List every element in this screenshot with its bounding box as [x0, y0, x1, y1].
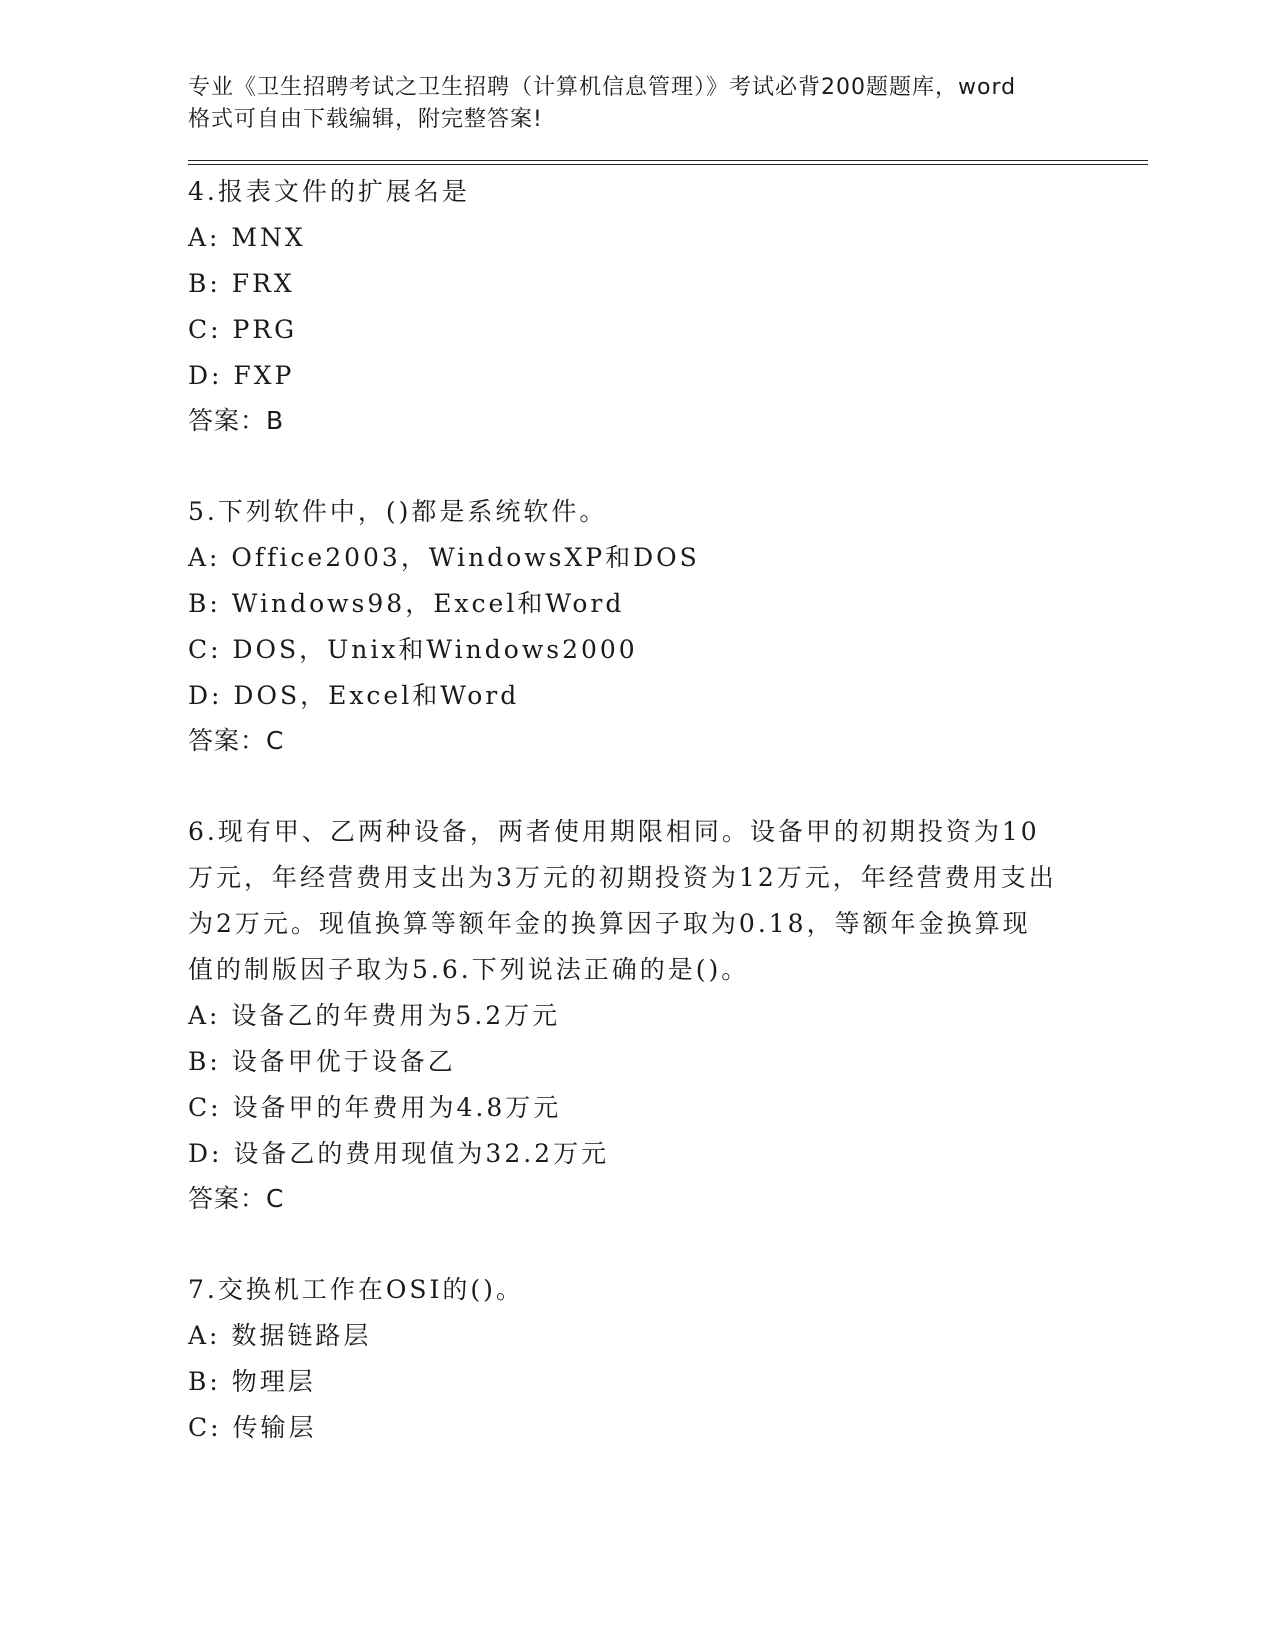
question-list	[188, 169, 1148, 1451]
question-4	[188, 169, 1148, 443]
question-text: 6.现有甲、乙两种设备，两者使用期限相同。设备甲的初期投资为10万元，年经营费用支出为3万元的初期投资为12万元，年经营费用支出为2万元。现值换算等额年金的换算因子取为0.18，等额年金换算现值的制版因子取为5.6.下列说法正确的是()。	[188, 817, 1057, 984]
header-divider	[188, 160, 1148, 165]
header-line-2: 格式可自由下载编辑，附完整答案!	[188, 107, 543, 132]
answer-text: 答案：C	[188, 1184, 285, 1213]
option-b: B: FRX	[188, 269, 295, 298]
option-a: A: 设备乙的年费用为5.2万元	[188, 1001, 561, 1030]
option-c: C: DOS，Unix和Windows2000	[188, 635, 638, 664]
question-text: 7.交换机工作在OSI的()。	[188, 1275, 524, 1304]
option-d: D: DOS，Excel和Word	[188, 681, 520, 710]
option-a: A: 数据链路层	[188, 1321, 372, 1350]
question-text: 5.下列软件中，()都是系统软件。	[188, 497, 608, 526]
option-d: D: FXP	[188, 361, 295, 390]
option-b: B: Windows98，Excel和Word	[188, 589, 625, 618]
answer-text: 答案：B	[188, 406, 285, 435]
answer-text: 答案：C	[188, 726, 285, 755]
option-a: A: MNX	[188, 223, 306, 252]
option-d: D: 设备乙的费用现值为32.2万元	[188, 1139, 610, 1168]
question-6	[188, 809, 1148, 1221]
header-line-1: 专业《卫生招聘考试之卫生招聘（计算机信息管理）》考试必背200题题库，word	[188, 75, 1017, 100]
option-c: C: 传输层	[188, 1413, 317, 1442]
question-text: 4.报表文件的扩展名是	[188, 177, 470, 206]
document-header	[188, 72, 1148, 136]
question-7	[188, 1267, 1148, 1451]
option-c: C: PRG	[188, 315, 298, 344]
option-b: B: 物理层	[188, 1367, 316, 1396]
option-a: A: Office2003，WindowsXP和DOS	[188, 543, 700, 572]
document-page	[188, 72, 1148, 1497]
question-5	[188, 489, 1148, 763]
option-b: B: 设备甲优于设备乙	[188, 1047, 456, 1076]
option-c: C: 设备甲的年费用为4.8万元	[188, 1093, 562, 1122]
